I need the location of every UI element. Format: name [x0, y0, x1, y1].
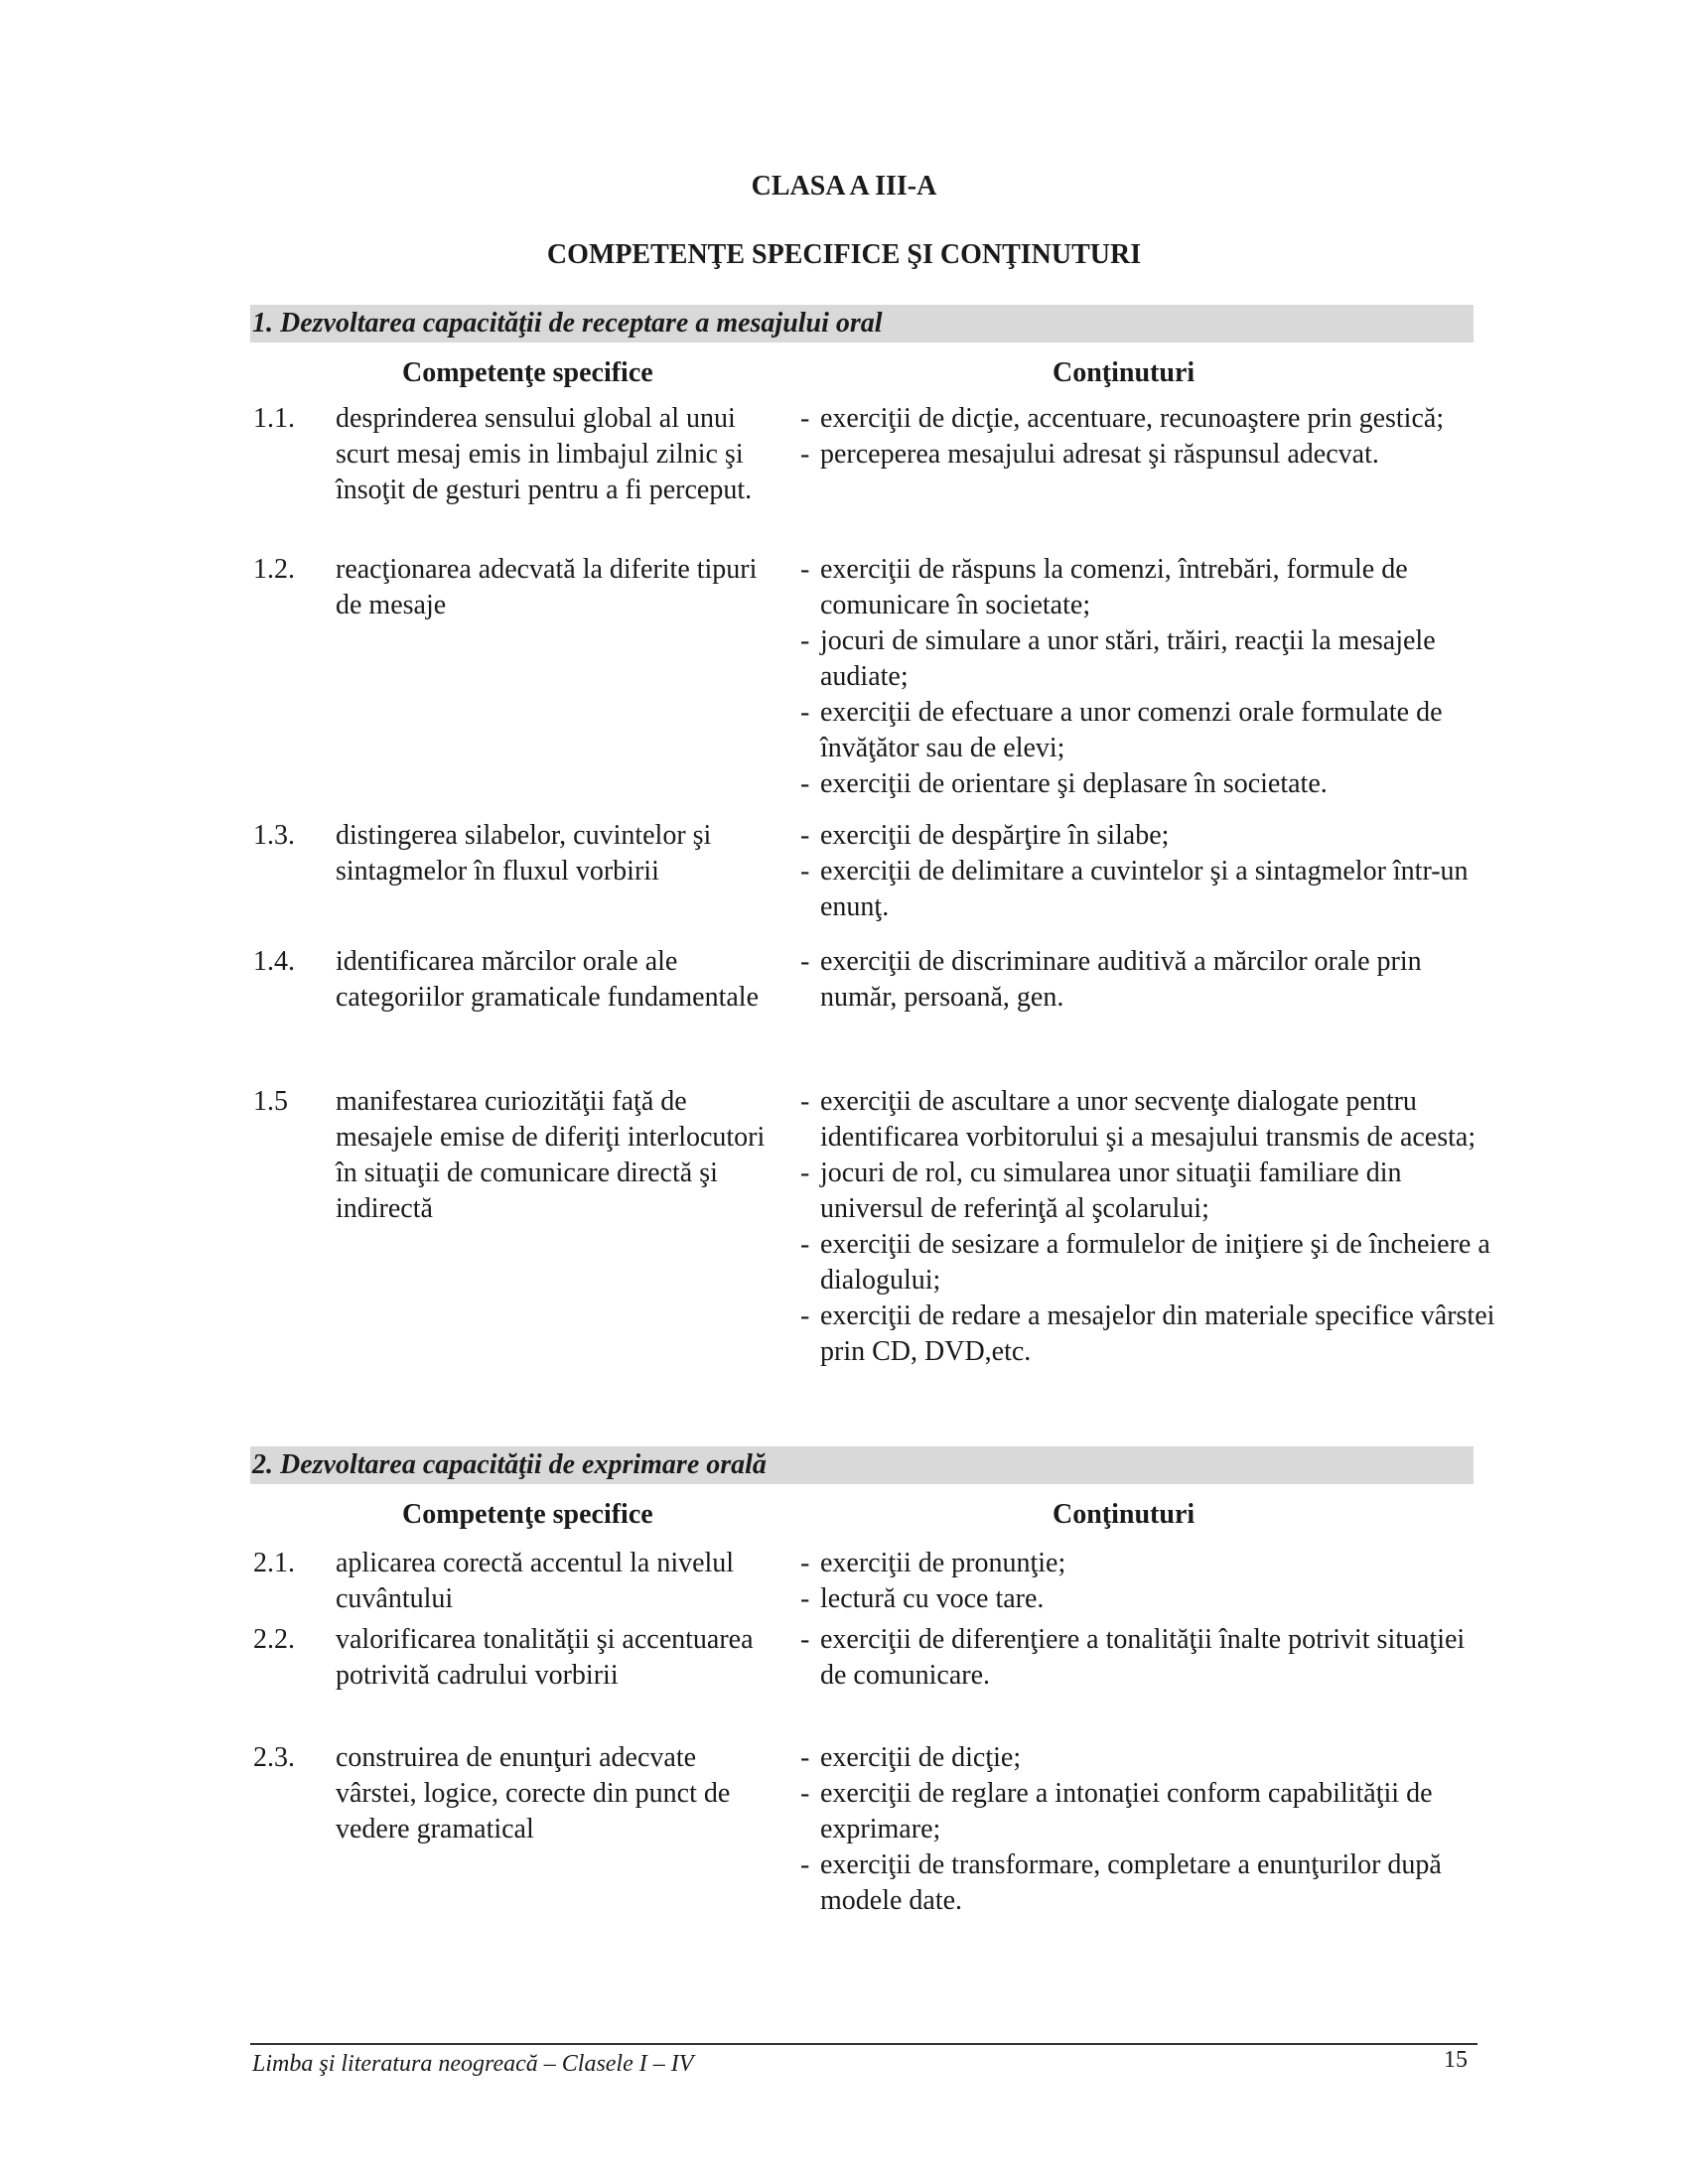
row-competence: distingerea silabelor, cuvintelor şi sintagmelor în fluxul vorbirii: [336, 820, 712, 887]
row-contents: [800, 818, 1495, 925]
class-title: CLASA A III-A: [751, 171, 937, 202]
row-contents: [800, 1084, 1495, 1370]
row-competence: desprinderea sensului global al unui scurt mesaj emis in limbajul zilnic şi însoţit de gesturi pentru a fi perceput.: [336, 403, 753, 505]
content-item: - exerciţii de discriminare auditivă a mărcilor orale prin număr, persoană, gen.: [800, 944, 1495, 1016]
row-contents: [800, 1546, 1495, 1617]
row-contents: [800, 944, 1495, 1016]
row-number: 2.1.: [253, 1548, 295, 1578]
row-number: 1.4.: [253, 946, 295, 977]
row-number: 1.1.: [253, 403, 295, 434]
footer-text: Limba şi literatura neogreacă – Clasele I – IV: [252, 2051, 694, 2077]
content-item: - exerciţii de efectuare a unor comenzi orale formulate de învăţător sau de elevi;: [800, 695, 1495, 766]
content-item: - exerciţii de orientare şi deplasare în societate.: [800, 766, 1495, 802]
row-contents: [800, 1622, 1495, 1694]
content-item: - exerciţii de despărţire în silabe;: [800, 818, 1495, 854]
section-1-col-competences: Competenţe specifice: [402, 357, 653, 388]
content-item: - exerciţii de dicţie, accentuare, recunoaştere prin gestică;: [800, 401, 1495, 437]
section-2-col-competences: Competenţe specifice: [402, 1499, 653, 1530]
row-number: 1.2.: [253, 554, 295, 585]
row-number: 2.2.: [253, 1624, 295, 1655]
section-1-col-contents: Conţinuturi: [1053, 357, 1196, 388]
row-number: 1.3.: [253, 820, 295, 851]
content-item: - exerciţii de reglare a intonaţiei conform capabilităţii de exprimare;: [800, 1776, 1495, 1847]
content-item: - exerciţii de delimitare a cuvintelor şi a sintagmelor într-un enunţ.: [800, 854, 1495, 925]
row-number: 2.3.: [253, 1742, 295, 1773]
row-contents: [800, 1740, 1495, 1919]
row-competence: reacţionarea adecvată la diferite tipuri de mesaje: [336, 554, 758, 620]
row-contents: [800, 401, 1495, 473]
row-competence: manifestarea curiozităţii faţă de mesajele emise de diferiţi interlocutori în situaţii de comunicare directă şi indirectă: [336, 1086, 766, 1224]
row-competence: identificarea mărcilor orale ale categoriilor gramaticale fundamentale: [336, 946, 760, 1013]
row-competence: aplicarea corectă accentul la nivelul cuvântului: [336, 1548, 735, 1614]
content-item: - perceperea mesajului adresat şi răspunsul adecvat.: [800, 437, 1495, 473]
content-item: - exerciţii de diferenţiere a tonalităţii înalte potrivit situaţiei de comunicare.: [800, 1622, 1495, 1694]
section-1-heading-bar: [250, 305, 1474, 342]
row-competence: construirea de enunţuri adecvate vârstei, logice, corecte din punct de vedere gramatical: [336, 1742, 731, 1844]
content-item: - exerciţii de redare a mesajelor din materiale specifice vârstei prin CD, DVD,etc.: [800, 1298, 1495, 1370]
page-number: 15: [1444, 2047, 1468, 2073]
content-item: - exerciţii de sesizare a formulelor de iniţiere şi de încheiere a dialogului;: [800, 1227, 1495, 1298]
section-1-heading: 1. Dezvoltarea capacităţii de receptare a mesajului oral: [252, 308, 883, 339]
section-2-heading-bar: [250, 1446, 1474, 1484]
content-item: - exerciţii de răspuns la comenzi, întrebări, formule de comunicare în societate;: [800, 552, 1495, 623]
row-competence: valorificarea tonalităţii şi accentuarea potrivită cadrului vorbirii: [336, 1624, 754, 1691]
content-item: - jocuri de simulare a unor stări, trăiri, reacţii la mesajele audiate;: [800, 623, 1495, 695]
content-item: - lectură cu voce tare.: [800, 1581, 1495, 1617]
section-2-heading: 2. Dezvoltarea capacităţii de exprimare orală: [252, 1449, 767, 1480]
row-number: 1.5: [253, 1086, 288, 1117]
content-item: - exerciţii de ascultare a unor secvenţe dialogate pentru identificarea vorbitorului şi a mesajului transmis de acesta;: [800, 1084, 1495, 1156]
section-2-col-contents: Conţinuturi: [1053, 1499, 1196, 1530]
content-item: - exerciţii de transformare, completare a enunţurilor după modele date.: [800, 1847, 1495, 1919]
footer-divider: [250, 2043, 1477, 2045]
row-contents: [800, 552, 1495, 802]
content-item: - exerciţii de pronunţie;: [800, 1546, 1495, 1581]
content-item: - jocuri de rol, cu simularea unor situaţii familiare din universul de referinţă al şcolarului;: [800, 1156, 1495, 1227]
main-title: COMPETENŢE SPECIFICE ŞI CONŢINUTURI: [546, 239, 1142, 270]
content-item: - exerciţii de dicţie;: [800, 1740, 1495, 1776]
